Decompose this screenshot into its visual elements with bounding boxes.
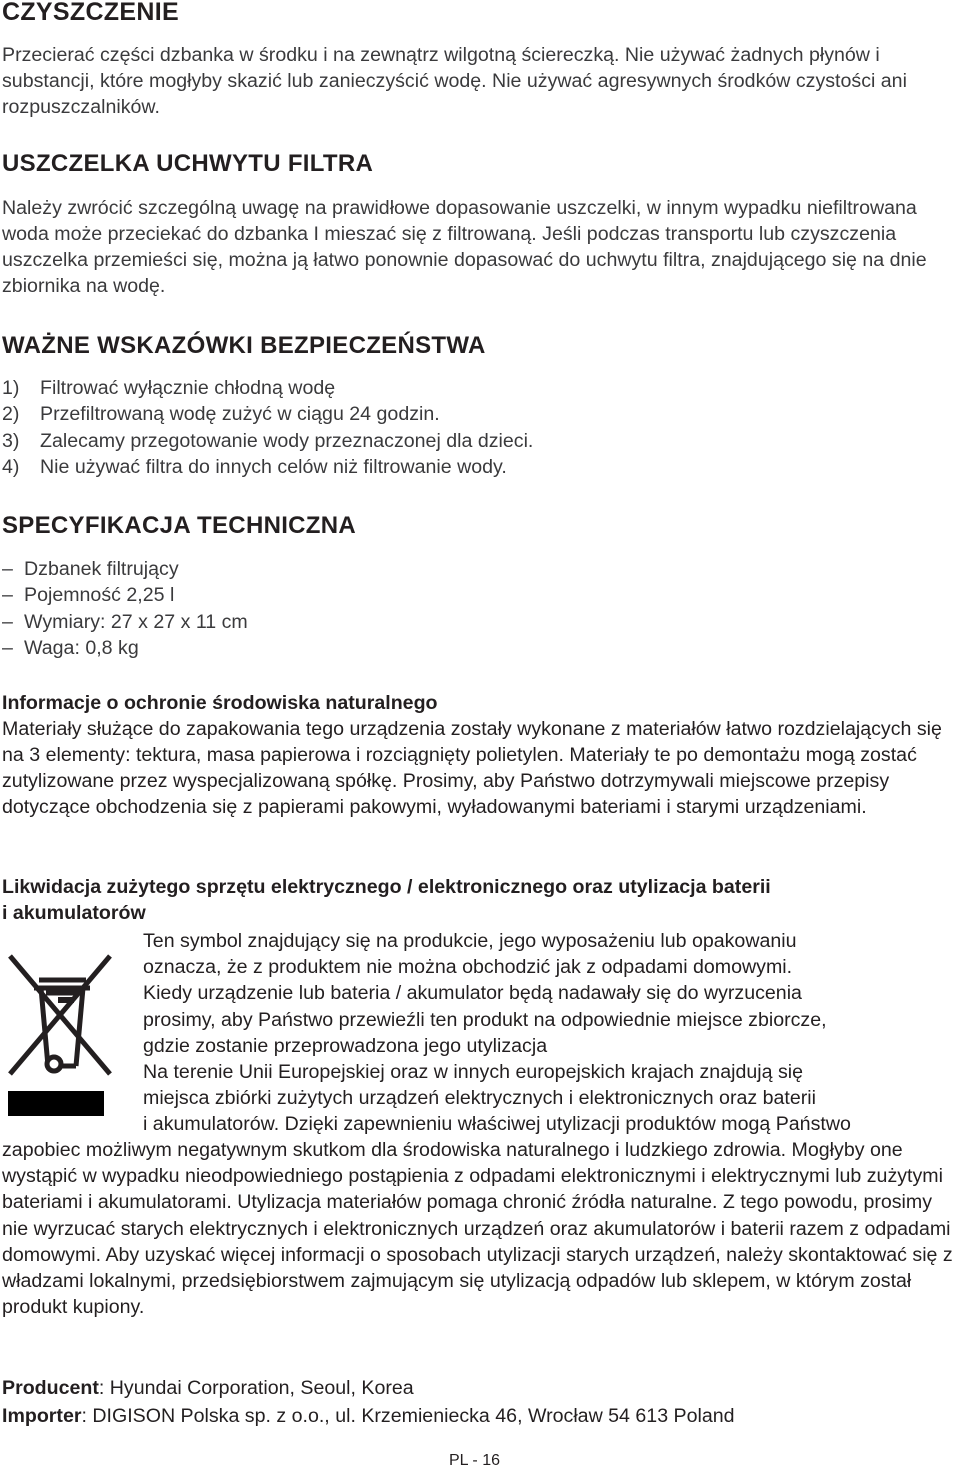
safety-list: [2, 375, 533, 480]
crossed-out-wheelie-bin-icon: [8, 936, 112, 1118]
weee-line: Ten symbol znajdujący się na produkcie, jego wyposażeniu lub opakowaniu: [143, 930, 797, 952]
item-text: Nie używać filtra do innych celów niż filtrowanie wody.: [40, 455, 507, 478]
item-text: Zalecamy przegotowanie wody przeznaczonej dla dzieci.: [40, 429, 534, 452]
list-item: [2, 609, 248, 635]
weee-heading: [2, 874, 960, 926]
cleaning-heading: CZYSZCZENIE: [2, 0, 179, 26]
importer-line: [2, 1403, 735, 1430]
weee-line: miejsca zbiórki zużytych urządzeń elektrycznych i elektronicznych oraz baterii: [143, 1087, 816, 1110]
weee-line: Na terenie Unii Europejskiej oraz w innych europejskich krajach znajdują się: [143, 1061, 803, 1084]
cleaning-text: Przecierać części dzbanka w środku i na zewnątrz wilgotną ściereczką. Nie używać żadnych płynów i substancji, które mogłyby skazić lub zanieczyścić wodę. Nie używać agresywnych środków czystości ani rozpuszczalników.: [2, 44, 907, 118]
item-text: Waga: 0,8 kg: [24, 636, 139, 659]
item-text: Filtrować wyłącznie chłodną wodę: [40, 377, 336, 399]
list-item: [2, 401, 533, 427]
importer-label: Importer: [2, 1405, 82, 1427]
environment-heading: Informacje o ochronie środowiska naturalnego: [2, 692, 438, 714]
item-text: Wymiary: 27 x 27 x 11 cm: [24, 610, 248, 633]
item-number: 2): [2, 403, 20, 426]
list-item: [2, 375, 533, 401]
producer-label: Producent: [2, 1377, 99, 1399]
list-item: [2, 428, 533, 454]
weee-continuation-text: zapobiec możliwym negatywnym skutkom dla środowiska naturalnego i ludzkiego zdrowia. Mogłyby one wystąpić w wypadku nieodpowiedniego postąpienia z odpadami elektronicznymi i elektrycznymi lub zużytymi bateriami i akumulatorami. Utylizacja materiałów pomaga chronić źródła naturalne. Z tego powodu, prosimy nie wyrzucać starych elektrycznych i elektronicznych urządzeń oraz akumulatorów i baterii razem z odpadami domowymi. Aby uzyskać więcej informacji o sposobach utylizacji starych urządzeń, należy skontaktować się z władzami lokalnymi, przedsiębiorstwem zajmującym się utylizacją odpadów lub sklepem, w którym został produkt kupiony.: [2, 1139, 953, 1319]
specs-heading: SPECYFIKACJA TECHNICZNA: [2, 512, 357, 539]
specs-list: [2, 556, 248, 661]
item-text: Przefiltrowaną wodę zużyć w ciągu 24 godzin.: [40, 403, 440, 426]
dash-glyph: –: [2, 584, 13, 607]
dash-glyph: –: [2, 636, 13, 659]
list-item: [2, 454, 533, 480]
safety-heading: WAŻNE WSKAZÓWKI BEZPIECZEŃSTWA: [2, 332, 486, 359]
dash-glyph: –: [2, 558, 13, 580]
list-item: [2, 582, 248, 608]
importer-value: : DIGISON Polska sp. z o.o., ul. Krzemieniecka 46, Wrocław 54 613 Poland: [81, 1405, 735, 1427]
weee-heading-line2: i akumulatorów: [2, 902, 146, 924]
weee-heading-line1: Likwidacja zużytego sprzętu elektrycznego / elektronicznego oraz utylizacja baterii: [2, 876, 771, 898]
item-text: Pojemność 2,25 l: [24, 584, 175, 607]
producer-value: : Hyundai Corporation, Seoul, Korea: [98, 1377, 414, 1399]
producer-line: [2, 1375, 414, 1402]
item-text: Dzbanek filtrujący: [24, 558, 179, 580]
list-item: [2, 556, 248, 582]
item-number: 1): [2, 377, 20, 399]
item-number: 4): [2, 455, 20, 478]
page-number: PL - 16: [449, 1452, 500, 1469]
weee-line: oznacza, że z produktem nie można obchodzić jak z odpadami domowymi.: [143, 956, 793, 979]
item-number: 3): [2, 429, 20, 452]
list-item: [2, 635, 248, 661]
gasket-heading: USZCZELKA UCHWYTU FILTRA: [2, 150, 374, 177]
weee-text-beside-icon: [143, 928, 960, 1138]
dash-glyph: –: [2, 610, 13, 633]
weee-line: i akumulatorów. Dzięki zapewnieniu właściwej utylizacji produktów mogą Państwo: [143, 1113, 851, 1136]
weee-line: gdzie zostanie przeprowadzona jego utylizacja: [143, 1034, 548, 1057]
gasket-text: Należy zwrócić szczególną uwagę na prawidłowe dopasowanie uszczelki, w innym wypadku niefiltrowana woda może przeciekać do dzbanka I mieszać się z filtrowaną. Jeśli podczas transportu lub czyszczenia uszczelka przemieści się, można ją łatwo ponownie dopasować do uchwytu filtra, znajdującego się na dnie zbiornika na wodę.: [2, 197, 927, 297]
environment-text: Materiały służące do zapakowania tego urządzenia zostały wykonane z materiałów łatwo rozdzielających się na 3 elementy: tektura, masa papierowa i rozciągnięty polietylen. Materiały te po demontażu mogą zostać zutylizowane przez wyspecjalizowaną spółkę. Prosimy, aby Państwo dotrzymywali miejscowe przepisy dotyczące obchodzenia się z papierami pakowymi, wyładowanymi bateriami i starymi urządzeniami.: [2, 718, 942, 818]
weee-line: prosimy, aby Państwo przewieźli ten produkt na odpowiednie miejsce zbiorcze,: [143, 1008, 827, 1031]
weee-line: Kiedy urządzenie lub bateria / akumulator będą nadawały się do wyrzucenia: [143, 982, 802, 1005]
